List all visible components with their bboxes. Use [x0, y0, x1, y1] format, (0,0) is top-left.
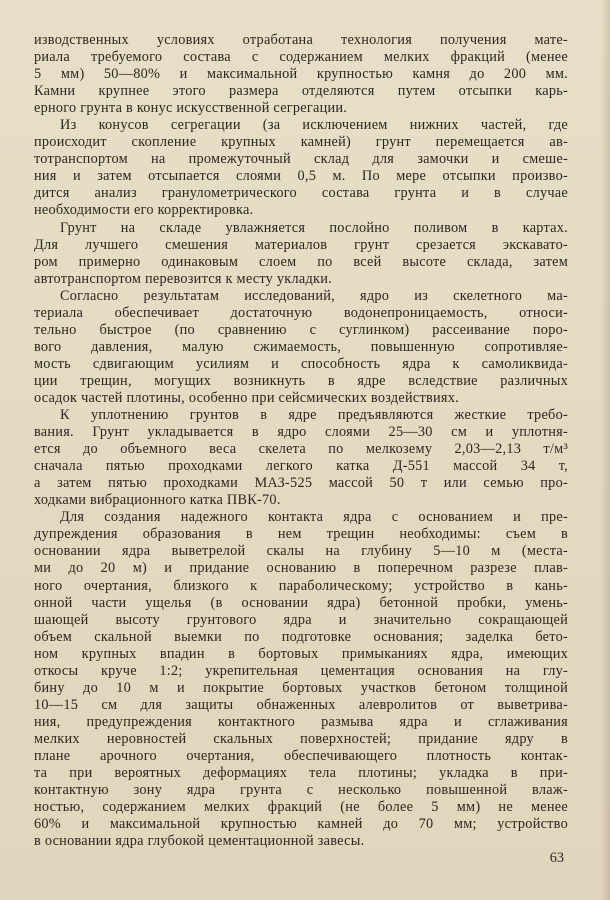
text-line: Из конусов сегрегации (за исключением нижних частей, где [60, 117, 568, 134]
text-body [34, 32, 568, 850]
text-line: Согласно результатам исследований, ядро из скелетного ма- [60, 287, 568, 304]
text-line: бину до 10 м и покрытие бортовых участков бетоном толщиной [34, 679, 568, 696]
text-line: 10—15 см для защиты обнаженных алевролитов от выветрива- [34, 696, 568, 713]
text-line: осадок частей плотины, особенно при сейсмических воздействиях. [34, 389, 459, 406]
text-line: онной части ущелья (в основании ядра) бетонной пробки, умень- [34, 594, 568, 611]
text-line: происходит скопление крупных камней) грунт перемещается ав- [34, 134, 568, 151]
text-line: ром примерно одинаковым слоем по всей высоте склада, затем [34, 253, 568, 270]
text-line: ного очертания, близкого к параболическому; устройство в кань- [34, 577, 568, 594]
text-line: контактную зону ядра грунта с несколько повышенной влаж- [34, 782, 568, 799]
text-line: ностью, содержанием мелких фракций (не более 5 мм) не менее [34, 799, 568, 816]
text-line: тотранспортом на промежуточный склад для замочки и смеше- [34, 151, 568, 168]
text-line: изводственных условиях отработана технология получения мате- [34, 32, 568, 48]
text-line: дится анализ гранулометрического состава грунта и в случае [34, 185, 568, 202]
text-line: ния и затем отсыпается слоями 0,5 м. По мере отсыпки произво- [34, 168, 568, 185]
text-line: мелких неровностей скальных поверхностей; придание ядру в [34, 730, 568, 747]
text-line: Для лучшего смешения материалов грунт срезается экскавато- [34, 236, 568, 253]
text-line: Для создания надежного контакта ядра с основанием и пре- [60, 509, 568, 526]
text-line: ции трещин, могущих возникнуть в ядре вследствие различных [34, 372, 568, 389]
text-line: риала требуемого состава с содержанием мелких фракций (менее [34, 49, 568, 66]
text-line: К уплотнению грунтов в ядре предъявляются жесткие требо- [60, 407, 568, 424]
text-line: Грунт на складе увлажняется послойно поливом в картах. [60, 219, 568, 236]
page-number: 63 [549, 850, 564, 866]
text-line: сначала пятью проходками легкого катка Д-551 массой 34 т, [34, 458, 568, 475]
text-line: автотранспортом перевозится к месту укладки. [34, 270, 332, 287]
text-line: ния, предупреждения контактного размыва ядра и сглаживания [34, 713, 568, 730]
text-line: 60% и максимальной крупностью камней до 70 мм; устройство [34, 816, 568, 833]
text-line: вания. Грунт укладывается в ядро слоями 25—30 см и уплотня- [34, 424, 568, 441]
text-line: объем скальной выемки по подготовке основания; заделка бето- [34, 628, 568, 645]
text-line: 5 мм) 50—80% и максимальной крупностью камня до 200 мм. [34, 66, 568, 83]
text-line: ном крупных впадин в бортовых примыканиях ядра, имеющих [34, 645, 568, 662]
text-line: ми до 20 м) и придание основанию в поперечном разрезе плав- [34, 560, 568, 577]
text-line: ходками вибрационного катка ПВК-70. [34, 492, 281, 509]
text-line: основании ядра выветрелой скалы на глубину 5—10 м (места- [34, 543, 568, 560]
text-line: вого давления, малую сжимаемость, повышенную сопротивляе- [34, 338, 568, 355]
text-line: а затем пятью проходками МАЗ-525 массой 50 т или семью про- [34, 475, 568, 492]
text-line: откосы круче 1:2; укрепительная цементация основания на глу- [34, 662, 568, 679]
text-line: Камни крупнее этого размера отделяются путем отсыпки карь- [34, 83, 568, 100]
text-line: необходимости его корректировка. [34, 202, 254, 219]
text-line: в основании ядра глубокой цементационной завесы. [34, 833, 365, 850]
text-line: тельно быстрое (по сравнению с суглинком) рассеивание поро- [34, 321, 568, 338]
text-line: плане арочного очертания, обеспечивающего плотность контак- [34, 747, 568, 764]
text-line: ется до объемного веса скелета по мелкозему 2,03—2,13 т/м³ [34, 441, 568, 458]
text-line: мость сдвигающим усилиям и способность ядра к самоликвида- [34, 355, 568, 372]
text-line: та при вероятных деформациях тела плотины; укладка в при- [34, 765, 568, 782]
text-line: териала обеспечивает достаточную водонепроницаемость, относи- [34, 304, 568, 321]
text-line: шающей высоту грунтового ядра и значительно сокращающей [34, 611, 568, 628]
text-line: дупреждения образования в нем трещин необходимы: съем в [34, 526, 568, 543]
text-line: ерного грунта в конус искусственной сегрегации. [34, 100, 348, 117]
